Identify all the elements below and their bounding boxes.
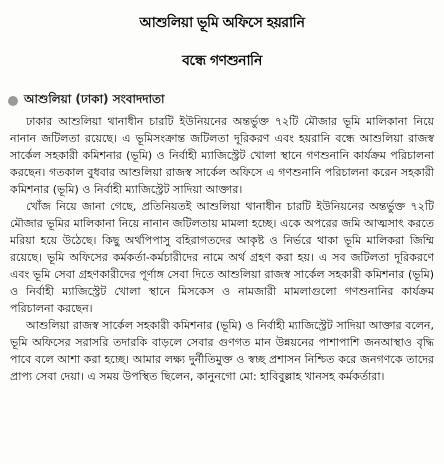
headline-line-1: আশুলিয়া ভূমি অফিসে হয়রানি — [139, 15, 305, 31]
article-body — [10, 113, 434, 385]
paragraph-3: আশুলিয়া রাজস্ব সার্কেল সহকারী কমিশনার (ভূমি) ও নির্বাহী ম্যাজিস্ট্রেট সাদিয়া আক্তার বলেন, ভূমি অফিসের সরাসরি তদারকি বাড়লে সেবার গুণগত মান উন্নয়নের পাশাপাশি জনআস্থাও বৃদ্ধি পাবে বলে আশা করা হচ্ছে। আমার লক্ষ্য দুর্নীতিমুক্ত ও স্বচ্ছ প্রশাসন নিশ্চিত করে জনগণকে তাদের প্রাপ্য সেবা দেয়া। এ সময় উপস্থিত ছিলেন, কানুনগো মো: হাবিবুল্লাহ খানসহ কর্মকর্তারা। — [10, 319, 434, 383]
headline — [6, 4, 438, 80]
byline: আশুলিয়া (ঢাকা) সংবাদদাতা — [24, 92, 165, 106]
paragraph-2: খোঁজ নিয়ে জানা গেছে, প্রতিনিয়তই আশুলিয়া থানাধীন চারটি ইউনিয়নের অন্তর্ভুক্ত ৭২টি মৌজার ভূমির মালিকানা নিয়ে নানান জটিলতায় মামলা হচ্ছে। একে অপরের জমি আত্মসাৎ করতে মরিয়া হয়ে উঠেছে। কিছু অর্থপিপাসু বহিরাগতদের আকৃষ্ট ও নির্ভরে থাকা ভূমি মালিকরা জিম্মি রয়েছে। ভূমি অফিসের কর্মকর্তা-কর্মচারীদের নামে অর্থ গ্রহণ করা হয়। এ সব জটিলতা দূরিকরণে এবং ভূমি সেবা গ্রহণকারীদের পূর্ণাঙ্গ সেবা দিতে আশুলিয়া রাজস্ব সার্কেল সহকারী কমিশনার (ভূমি) ও নির্বাহী ম্যাজিস্ট্রেট খোলা স্থানে মিসকেস ও নামজারী মামলাগুলো গণশুনানির কার্যক্রম পরিচালনা করছেন। — [10, 200, 434, 315]
byline-row — [8, 92, 165, 110]
headline-line-2: বন্ধে গণশুনানি — [182, 53, 262, 69]
paragraph-1: ঢাকার আশুলিয়া থানাধীন চারটি ইউনিয়নের অন্তর্ভুক্ত ৭২টি মৌজার ভূমি মালিকানা নিয়ে নানান জটিলতা রয়েছে। এ ভূমিসংক্রান্ত জটিলতা দূরিকরণ এবং হয়রানি বন্ধে আশুলিয়া রাজস্ব সার্কেল সহকারী কমিশনার (ভূমি) ও নির্বাহী ম্যাজিস্ট্রেট খোলা স্থানে গণশুনানি কার্যক্রম পরিচালনা করছেন। গতকাল বুধবার আশুলিয়া রাজস্ব সার্কেল অফিসে এ গণশুনানি পরিচালনা করেন সহকারী কমিশনার (ভূমি) ও নির্বাহী ম্যাজিস্ট্রেট সাদিয়া আক্তার। — [10, 115, 434, 196]
bullet-icon — [8, 96, 18, 106]
